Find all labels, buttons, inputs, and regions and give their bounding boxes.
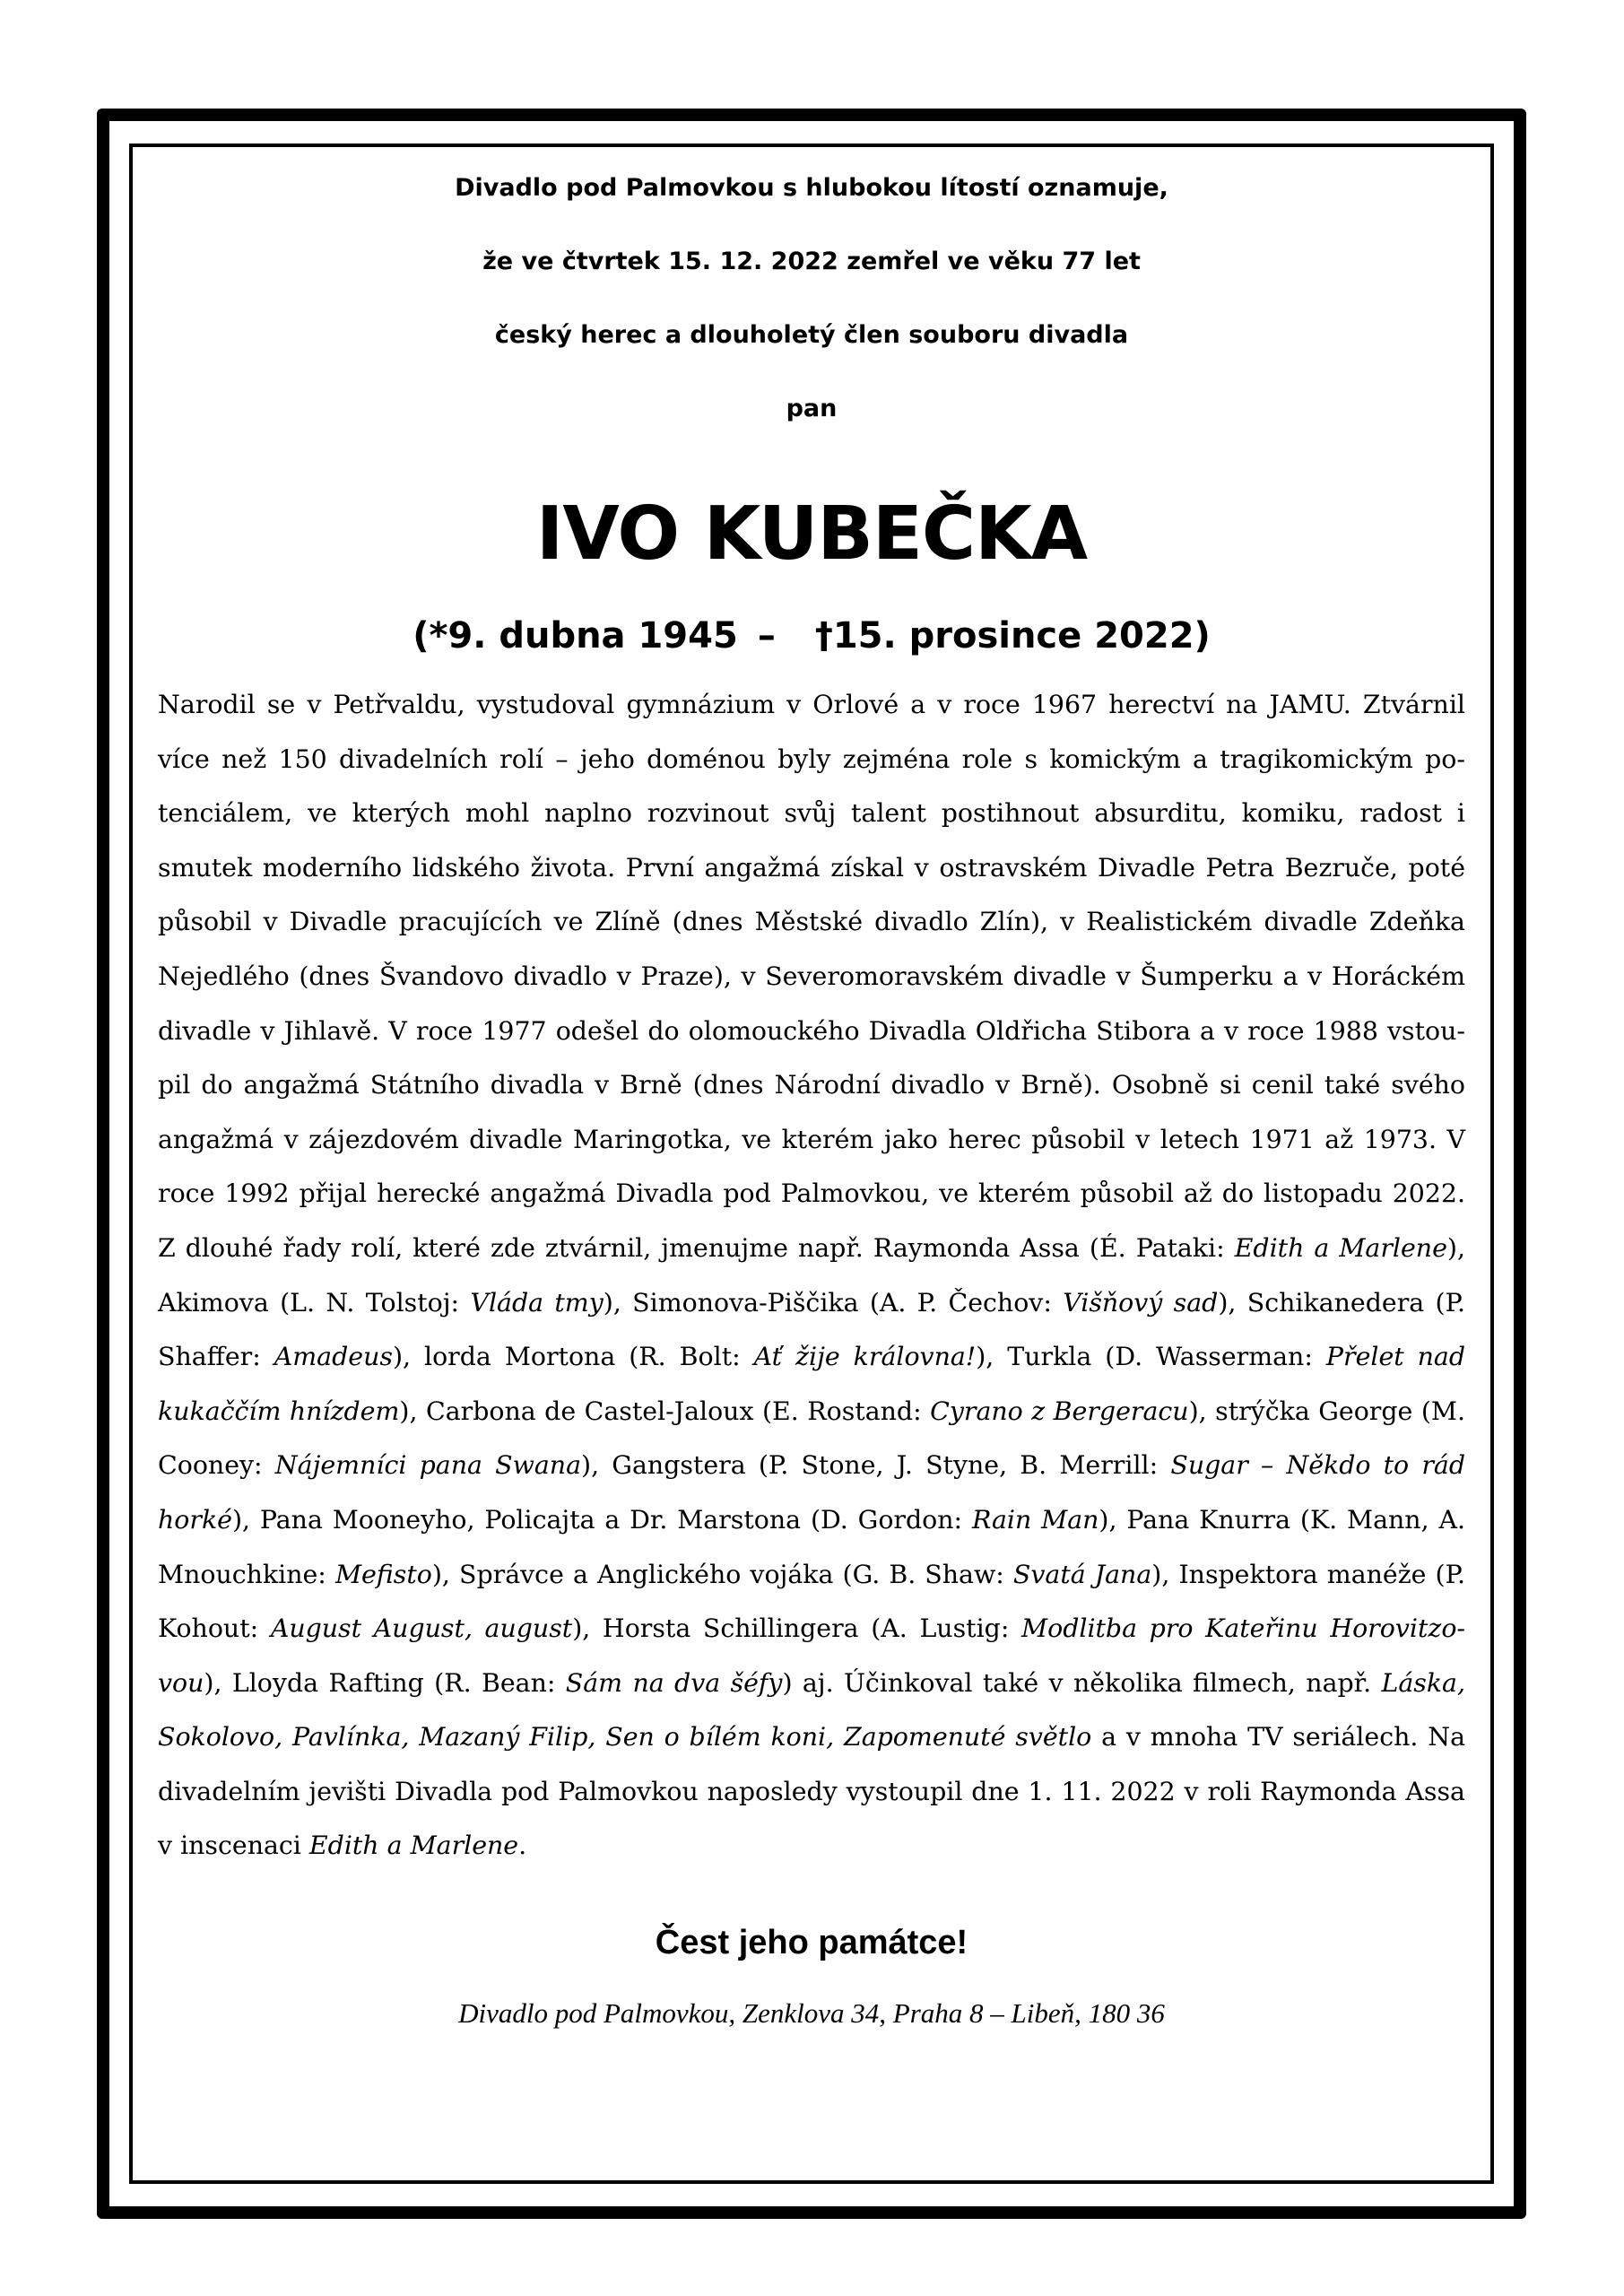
biography-work-title: Mefisto [334, 1559, 432, 1589]
birth-date: (*9. dubna 1945 [413, 615, 738, 657]
biography-text: ), Simonova-Piščika (A. P. Čechov: [603, 1287, 1064, 1318]
biography-work-title: Ať žije královna! [753, 1342, 977, 1372]
biography-text: Narodil se v Petřvaldu, vystudoval gymnázium v Orlové a v roce 1967 herectví na JAMU. Ztvárnil více než 150 divadelních rolí – jeho doménou byly zejména role s komickým a tragikomickým potenciálem, ve kterých mohl naplno rozvinout svůj talent postihnout absurditu, komiku, radost i smutek moderního lidského života. První angažmá získal v ostravském Divadle Petra Bezruče, poté působil v Divadle pracujících ve Zlíně (dnes Městské divadlo Zlín), v Realistickém divadle Zdeňka Nejedlého (dnes Švandovo divadlo v Praze), v Severomoravském divadle v Šumperku a v Horáckém divadle v Jihlavě. V roce 1977 odešel do olomouckého Divadla Oldřicha Stibora a v roce 1988 vstoupil do angažmá Státního divadla v Brně (dnes Národní divadlo v Brně). Osobně si cenil také svého angažmá v zájezdovém divadle Maringotka, ve kterém jako herec působil v letech 1971 až 1973. V roce 1992 přijal herecké angažmá Divadla pod Palmovkou, ve kterém působil až do listopadu 2022. Z dlouhé řady rolí, které zde ztvárnil, jmenujme např. Raymonda Assa (É. Pataki: [158, 690, 1465, 1263]
biography-text: ), Turkla (D. Wasserman: [976, 1342, 1326, 1372]
biography-work-title: Svatá Jana [1012, 1559, 1152, 1589]
theatre-address: Divadlo pod Palmovkou, Zenklova 34, Praha 8 – Libeň, 180 36 [458, 1997, 1165, 2030]
biography-work-title: Přelet nad kukaččím hnízdem [158, 1342, 1466, 1426]
biography-work-title: Modlitba pro Kateřinu Horovitzovou [158, 1613, 1466, 1698]
biography-work-title: Edith a Marlene [308, 1831, 519, 1861]
biography-work-title: Nájemníci pana Swana [274, 1450, 582, 1481]
death-date: †15. prosince 2022) [814, 615, 1211, 657]
announcement-line-4: pan [786, 395, 838, 422]
biography-work-title: Vláda tmy [470, 1287, 604, 1318]
biography-text: ), Pana Mooneyho, Policajta a Dr. Marstona (D. Gordon: [231, 1504, 972, 1535]
biography-text: ), lorda Mortona (R. Bolt: [392, 1342, 754, 1372]
biography-work-title: Sám na dva šéfy [565, 1667, 783, 1698]
biography-work-title: Edith a Marlene [1234, 1232, 1447, 1263]
biography-work-title: Višňový sad [1063, 1287, 1219, 1318]
life-dates [158, 613, 1465, 658]
biography-work-title: Sugar – Někdo to rád horké [158, 1450, 1466, 1535]
farewell-line: Čest jeho památce! [655, 1924, 968, 1962]
biography-text: ), Lloyda Rafting (R. Bean: [204, 1667, 566, 1698]
biography-work-title: Cyrano z Bergeracu [930, 1396, 1189, 1426]
biography-text: ), Carbona de Castel-Jaloux (E. Rostand: [399, 1396, 931, 1426]
announcement-line-3: český herec a dlouholetý člen souboru divadla [494, 321, 1129, 349]
biography-text: ), Schikanedera (P. Shaffer: [158, 1287, 1465, 1372]
biography-paragraph [158, 678, 1465, 1874]
biography-text: ), Pana Knurra (K. Mann, A. Mnouchkine: [158, 1504, 1465, 1589]
biography-work-title: August August, august [270, 1613, 573, 1644]
deceased-name: IVO KUBEČKA [535, 491, 1088, 577]
biography-work-title: Láska, Sokolovo, Pavlínka, Mazaný Filip, Sen o bílém koni, Zapomenuté světlo [158, 1667, 1466, 1752]
biography-text: ), strýčka George (M. Cooney: [158, 1396, 1465, 1481]
biography-text: ), Horsta Schillingera (A. Lustig: [572, 1613, 1022, 1644]
biography-text: ) aj. Účinkoval také v několika filmech, např. [782, 1667, 1382, 1698]
biography-work-title: Rain Man [971, 1504, 1099, 1535]
biography-text: a v mnoha TV seriálech. Na divadelním jevišti Divadla pod Palmovkou naposledy vystoupil dne 1. 11. 2022 v roli Raymonda Assa v inscenaci [158, 1722, 1466, 1861]
biography-text: ), Akimova (L. N. Tolstoj: [158, 1232, 1465, 1318]
announcement-line-1: Divadlo pod Palmovkou s hlubokou lítostí oznamuje, [455, 174, 1168, 202]
obituary-notice [158, 170, 1465, 2033]
dates-dash: – [757, 615, 776, 657]
biography-text: . [518, 1831, 527, 1861]
biography-work-title: Amadeus [274, 1342, 393, 1372]
biography-text: ), Správce a Anglického vojáka (G. B. Shaw: [431, 1559, 1013, 1589]
biography-text: ), Inspektora manéže (P. Kohout: [158, 1559, 1465, 1644]
announcement-line-2: že ve čtvrtek 15. 12. 2022 zemřel ve věku 77 let [482, 248, 1141, 275]
biography-text: ), Gangstera (P. Stone, J. Styne, B. Merrill: [581, 1450, 1171, 1481]
